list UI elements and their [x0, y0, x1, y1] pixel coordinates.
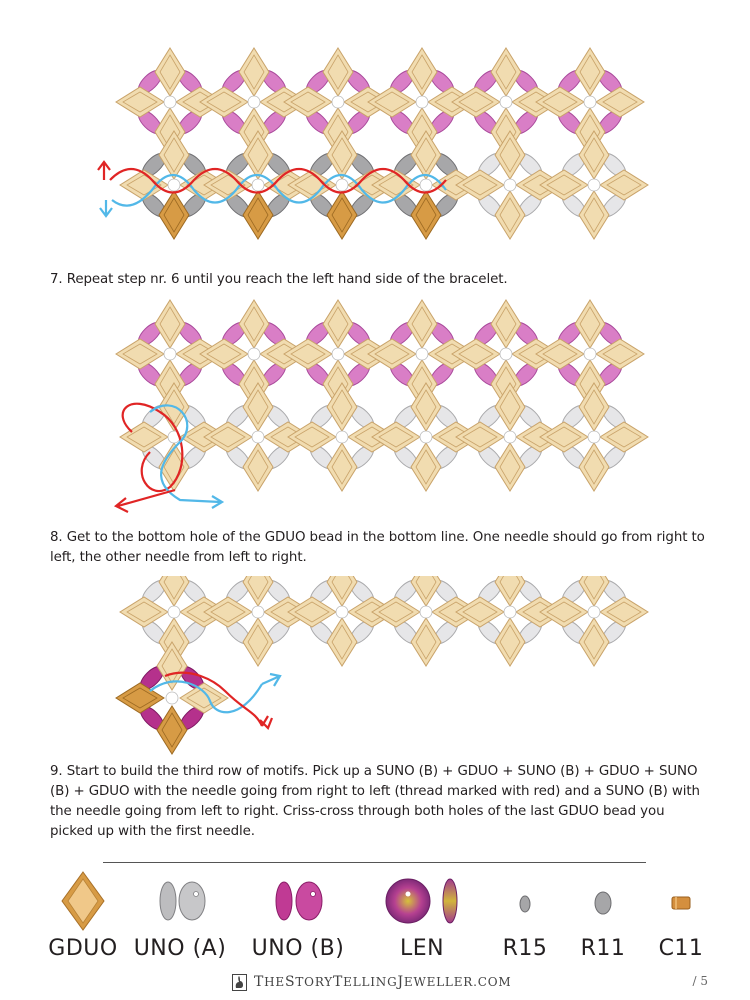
arrow-left-icon: [116, 490, 175, 512]
gduo-bead: [600, 597, 648, 627]
diagram-step-8: [0, 576, 750, 756]
gduo-bead: [327, 618, 357, 666]
c11-bead-icon: [666, 870, 696, 932]
legend-item-r11: [580, 870, 626, 961]
bead-motif: [456, 576, 564, 666]
arrow-down-right-icon: [260, 716, 272, 728]
arrow-up-icon: [98, 162, 110, 180]
gduo-bead: [407, 300, 437, 348]
gduo-bead: [407, 48, 437, 96]
gduo-bead: [157, 706, 187, 754]
gduo-bead: [155, 48, 185, 96]
bead-motif: [372, 576, 480, 666]
gduo-bead: [495, 618, 525, 666]
legend-item-gduo: [48, 870, 118, 961]
legend-label: LEN: [399, 936, 445, 961]
bead-legend: [0, 870, 750, 970]
gduo-bead: [243, 191, 273, 239]
legend-label: R15: [502, 936, 548, 961]
uno-b-bead-icon: [268, 870, 328, 932]
step-8-text: 8. Get to the bottom hole of the GDUO bead in the bottom line. One needle should go from right to left, the other needle from left to right.: [50, 530, 705, 565]
footer: [0, 972, 750, 994]
gduo-bead: [600, 170, 648, 200]
bead-motif: [540, 383, 648, 491]
page-number: / 5: [692, 974, 708, 988]
gduo-bead: [116, 87, 164, 117]
arrow-up-right-icon: [262, 674, 280, 686]
gduo-bead: [579, 191, 609, 239]
gduo-bead: [120, 597, 168, 627]
r15-bead-icon: [512, 870, 538, 932]
gduo-bead: [495, 443, 525, 491]
gduo-bead: [596, 87, 644, 117]
bead-motif: [288, 576, 396, 666]
bead-motif: [116, 642, 228, 754]
gduo-bead: [243, 443, 273, 491]
diagram-step-7: [0, 292, 750, 522]
legend-label: UNO (B): [251, 936, 345, 961]
gduo-bead-icon: [60, 870, 106, 932]
step-9-text: 9. Start to build the third row of motifs. Pick up a SUNO (B) + GDUO + SUNO (B) + GDUO + SUNO (B) + GDUO with the needle going from right to left (thread marked with red) and a SUNO (B) with the needle going from left to right. Criss-cross through both holes of the last GDUO bead you picked up with the first needle.: [50, 764, 700, 839]
gduo-bead: [411, 191, 441, 239]
len-bead-icon: [382, 870, 462, 932]
gduo-bead: [491, 300, 521, 348]
bead-motif: [540, 576, 648, 666]
gduo-bead: [323, 48, 353, 96]
legend-label: C11: [658, 936, 704, 961]
gduo-bead: [575, 48, 605, 96]
gduo-bead: [491, 48, 521, 96]
legend-item-r15: [502, 870, 548, 961]
gduo-bead: [596, 339, 644, 369]
legend-item-c11: [658, 870, 704, 961]
gduo-bead: [600, 422, 648, 452]
legend-label: UNO (A): [133, 936, 227, 961]
gduo-bead: [159, 191, 189, 239]
bead-motif: [204, 576, 312, 666]
legend-label: GDUO: [48, 936, 118, 961]
gduo-bead: [579, 443, 609, 491]
divider: [103, 862, 646, 863]
gduo-bead: [243, 618, 273, 666]
step-7-text: 7. Repeat step nr. 6 until you reach the left hand side of the bracelet.: [50, 272, 508, 287]
gduo-bead: [579, 618, 609, 666]
legend-item-uno-b: [251, 870, 345, 961]
r11-bead-icon: [588, 870, 618, 932]
gduo-bead: [411, 443, 441, 491]
gduo-bead: [575, 300, 605, 348]
gduo-bead: [155, 300, 185, 348]
gduo-bead: [327, 191, 357, 239]
gduo-bead: [323, 300, 353, 348]
uno-a-bead-icon: [150, 870, 210, 932]
diagram-step-6: [0, 30, 750, 265]
gduo-bead: [495, 191, 525, 239]
bead-motif: [540, 131, 648, 239]
legend-item-uno-a: [133, 870, 227, 961]
legend-label: R11: [580, 936, 626, 961]
gduo-bead: [327, 443, 357, 491]
gduo-bead: [239, 300, 269, 348]
gduo-bead: [239, 48, 269, 96]
legend-item-len: [382, 870, 462, 961]
website-link[interactable]: THESTORYTELLINGJEWELLER.COM: [254, 974, 512, 990]
gduo-bead: [411, 618, 441, 666]
arrow-down-icon: [100, 200, 112, 216]
rabbit-logo-icon: [232, 974, 247, 991]
gduo-bead: [116, 339, 164, 369]
